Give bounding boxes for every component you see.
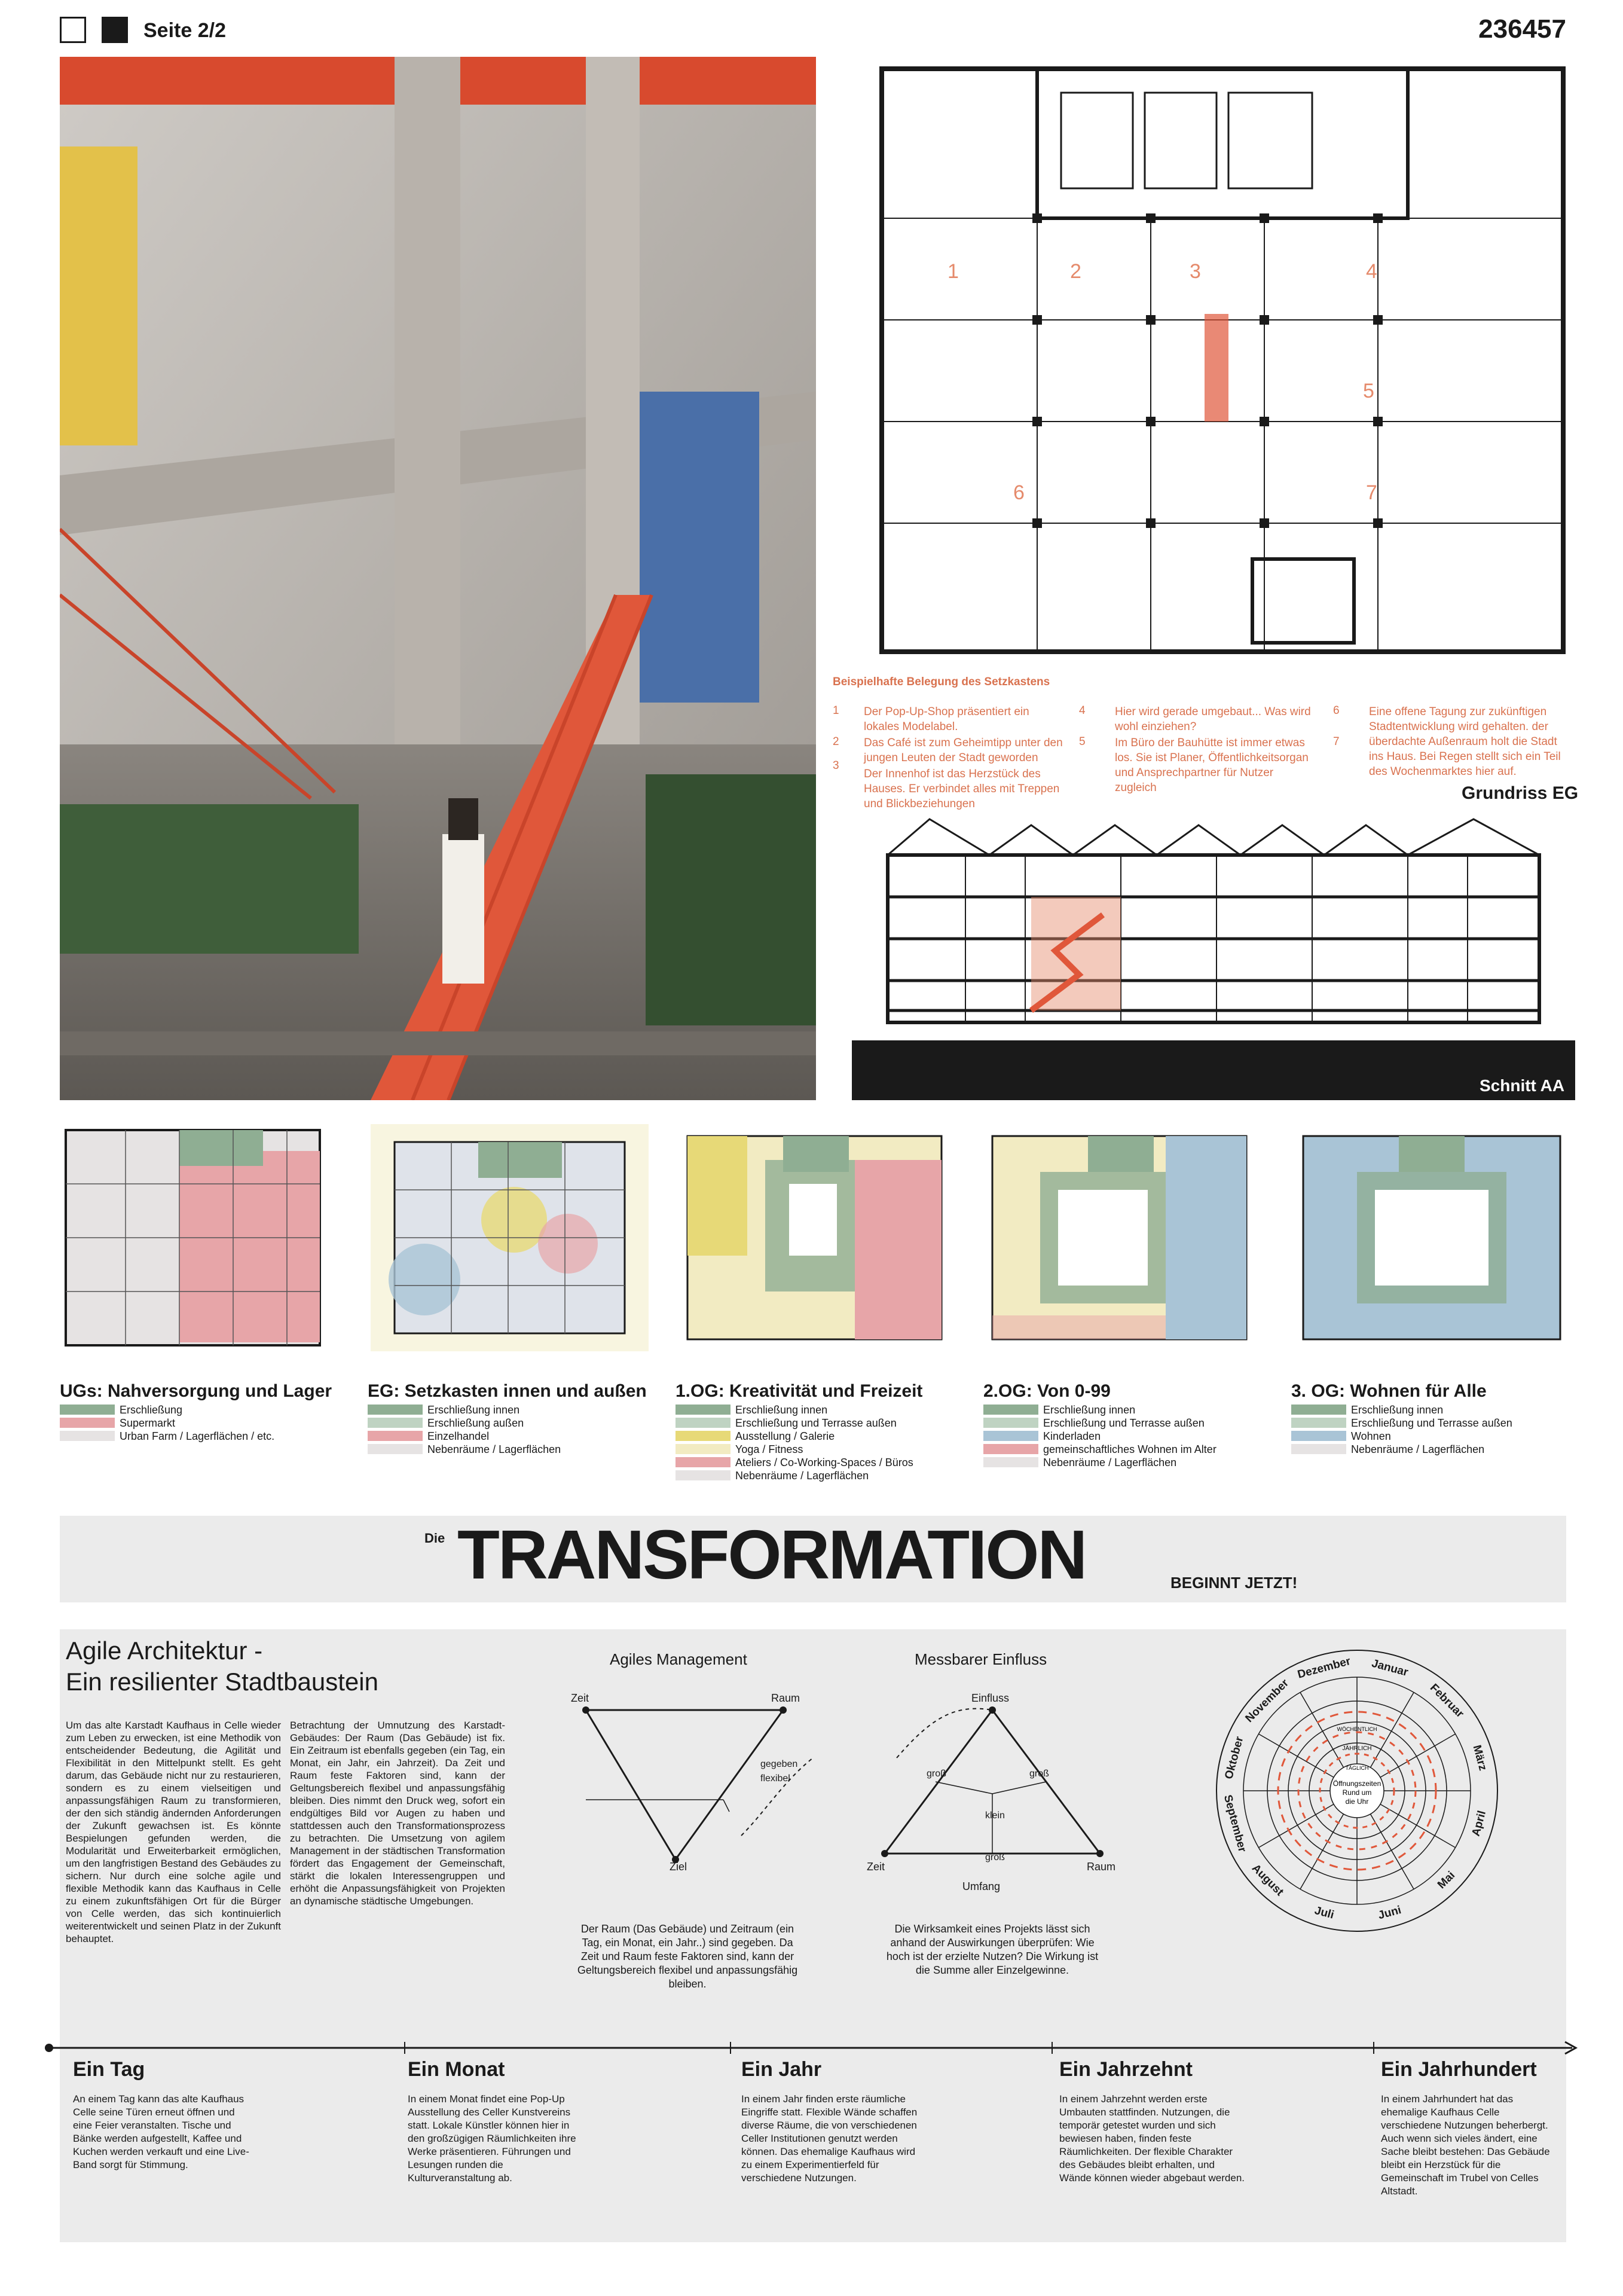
timeline-text: In einem Jahrzehnt werden erste Umbauten stattfinden. Nutzungen, die temporär getestet wurden und sich bewiesen haben, finden feste Räumlichkeiten. Der flexible Charakter des Gebäudes bleibt erhalten, und Wände können wieder abgebaut werden. (1059, 2093, 1245, 2184)
setz-num-6: 6 (1333, 704, 1340, 717)
setz-num-2: 2 (833, 735, 839, 748)
legend-label: Erschließung innen (1351, 1404, 1444, 1416)
banner-pre: Die (424, 1531, 445, 1546)
setz-text-3: Der Innenhof ist das Herzstück des Hauses. Er verbindet alles mit Treppen und Blickbeziehungen (864, 768, 1060, 810)
legend-label: Urban Farm / Lagerflächen / etc. (120, 1430, 275, 1442)
legend-label: Supermarkt (120, 1417, 176, 1429)
legend-row (676, 1430, 962, 1443)
legend-row (1291, 1403, 1566, 1416)
legend-swatch (1291, 1444, 1346, 1454)
timeline-text: In einem Jahr finden erste räumliche Eingriffe statt. Flexible Wände schaffen diverse Räume, die von verschiedenen Celler Institutionen genutzt werden können. Das ehemalige Kaufhaus wird zu einem Experimentierfeld für verschiedene Nutzungen. (741, 2093, 918, 2184)
messbarer-einfluss-diagram (873, 1692, 1148, 1889)
legend-swatch (983, 1457, 1038, 1467)
legend-row (676, 1416, 962, 1430)
ring-taeglich: TÄGLICH (1345, 1765, 1369, 1771)
legend-swatch (60, 1418, 115, 1428)
floor-plan-eg (870, 57, 1575, 655)
legend-swatch (60, 1405, 115, 1415)
legend-swatch (983, 1431, 1038, 1441)
banner-post: BEGINNT JETZT! (1170, 1574, 1298, 1592)
ring-woechentlich: WÖCHENTLICH (1337, 1726, 1377, 1732)
timeline-text: An einem Tag kann das alte Kaufhaus Celle seine Türen erneut öffnen und eine Feier veranstalten. Tische und Bänke werden aufgestellt, Kaffee und Kuchen werden verkauft und eine Live-Band sorgt für Stimmung. (73, 2093, 249, 2170)
legend-row (60, 1416, 317, 1430)
month-label: Februar (1427, 1681, 1466, 1721)
am-flexibel: flexibel (760, 1773, 790, 1784)
clock-center-3: die Uhr (1345, 1797, 1369, 1806)
legend-label: Nebenräume / Lagerflächen (427, 1443, 561, 1455)
legend-swatch (676, 1405, 730, 1415)
agile-title (66, 1635, 378, 1697)
month-label: November (1243, 1677, 1292, 1726)
timeline-title: Ein Jahrhundert (1381, 2058, 1537, 2081)
am-caption: Der Raum (Das Gebäude) und Zeitraum (ein Tag, ein Monat, ein Jahr..) sind gegeben. Da Zeit und Raum feste Faktoren sind, kann der Geltungsbereich flexibel und anpassungsfähig bleiben. (577, 1923, 798, 1990)
floor-title: UGs: Nahversorgung und Lager (60, 1381, 332, 1401)
atrium-rendering (60, 57, 816, 1100)
me-gross-right: groß (1029, 1769, 1049, 1779)
legend-swatch (368, 1444, 423, 1454)
legend-row (1291, 1443, 1566, 1456)
legend-row (983, 1430, 1270, 1443)
setz-num-7: 7 (1333, 735, 1340, 748)
setz-num-4: 4 (1079, 704, 1086, 717)
legend-label: Erschließung und Terrasse außen (735, 1417, 897, 1429)
legend-swatch (1291, 1431, 1346, 1441)
legend-label: Erschließung und Terrasse außen (1043, 1417, 1205, 1429)
legend-swatch (368, 1431, 423, 1441)
legend-row (368, 1416, 637, 1430)
agile-col1: Um das alte Karstadt Kaufhaus in Celle wieder zum Leben zu erwecken, ist eine Methodik von entscheidender Bedeutung, die Agilität und Flexibilität in den Mittelpunkt stellt. Es geht darum, das Gebäude nicht nur zu restaurieren, sondern es zu einem vielseitigen und anpassungsfähigen Raum zu transformieren, der den sich ständig ändernden Anforderungen der Zukunft gewachsen ist. Es könnte Bespielungen gefunden werden, die Modularität und Erweiterbarkeit ermöglichen, um den langfristigen Bestand des Gebäudes zu sichern. Nur durch eine solche agile und flexible Methodik kann das Kaufhaus in Celle zu einem zukunftsfähigen Ort für die Bürger von Celle werden, das sich kontinuierlich weiterentwickelt und seinen Platz in der Zukunft behauptet. (66, 1720, 281, 1944)
room-number: 6 (1013, 481, 1025, 504)
submission-id: 236457 (1478, 14, 1566, 44)
legend-label: Erschließung und Terrasse außen (1351, 1417, 1512, 1429)
legend-row (676, 1443, 962, 1456)
legend-label: Nebenräume / Lagerflächen (1351, 1443, 1485, 1455)
page-box-empty (60, 17, 86, 43)
legend-row (60, 1430, 317, 1443)
legend-row (676, 1469, 962, 1482)
legend-label: Erschließung (120, 1404, 183, 1416)
me-caption: Die Wirksamkeit eines Projekts lässt sich anhand der Auswirkungen überprüfen: Wie hoch ist der erzielte Nutzen? Die Wirkung ist die Summe aller Einzelgewinne. (886, 1923, 1099, 1976)
setz-num-5: 5 (1079, 735, 1086, 748)
legend-swatch (60, 1431, 115, 1441)
am-raum: Raum (771, 1692, 800, 1704)
month-label: April (1469, 1809, 1489, 1838)
month-label: Mai (1435, 1868, 1458, 1892)
month-label: Januar (1370, 1657, 1410, 1679)
plan-1og (681, 1124, 947, 1351)
month-label: Dezember (1296, 1654, 1352, 1681)
messbarer-einfluss-title: Messbarer Einfluss (915, 1650, 1047, 1668)
setz-text-5: Im Büro der Bauhütte ist immer etwas los. Sie ist Planer, Öffentlichkeitsorgan und Ansprechpartner für Nutzer zugleich (1115, 737, 1309, 794)
legend-label: Erschließung innen (427, 1404, 520, 1416)
legend-row (368, 1403, 637, 1416)
legend-row (1291, 1416, 1566, 1430)
room-number: 2 (1070, 260, 1081, 283)
room-number: 5 (1363, 380, 1374, 402)
month-label: Juni (1377, 1904, 1403, 1922)
month-label: Juli (1313, 1904, 1335, 1922)
agile-title-line2: Ein resilienter Stadtbaustein (66, 1668, 378, 1696)
clock-center-2: Rund um (1342, 1788, 1372, 1797)
legend-swatch (676, 1457, 730, 1467)
legend-swatch (983, 1444, 1038, 1454)
legend-label: Ausstellung / Galerie (735, 1430, 835, 1442)
plan-2og (986, 1124, 1252, 1351)
legend-swatch (1291, 1418, 1346, 1428)
legend-swatch (676, 1431, 730, 1441)
month-label: August (1249, 1862, 1286, 1899)
me-raum: Raum (1087, 1861, 1116, 1873)
room-number: 4 (1366, 260, 1377, 283)
month-label: März (1470, 1744, 1489, 1772)
timeline-text: In einem Monat findet eine Pop-Up Ausstellung des Celler Kunstvereins statt. Lokale Künstler können hier in den großzügigen Räumlichkeiten ihre Werke präsentieren. Führungen und Lesungen runden die Kulturveranstaltung ab. (408, 2093, 576, 2184)
me-klein: klein (985, 1810, 1005, 1821)
legend-label: Erschließung außen (427, 1417, 524, 1429)
setz-text-6: Eine offene Tagung zur zukünftigen Stadtentwicklung wird gehalten. der überdachte Außenraum holt die Stadt ins Haus. Bei Regen stellt sich ein Teil des Wochenmarktes hier auf. (1369, 706, 1561, 778)
me-zeit: Zeit (867, 1861, 885, 1873)
floor-title: EG: Setzkasten innen und außen (368, 1381, 647, 1401)
section-aa (852, 813, 1575, 1100)
setz-text-2: Das Café ist zum Geheimtipp unter den jungen Leuten der Stadt geworden (864, 737, 1063, 764)
month-label: Oktober (1222, 1735, 1246, 1781)
legend-row (60, 1403, 317, 1416)
timeline-title: Ein Tag (73, 2058, 145, 2081)
legend-row (368, 1443, 637, 1456)
banner-main: TRANSFORMATION (457, 1516, 1086, 1593)
me-gross-bottom: groß (985, 1852, 1005, 1863)
legend-swatch (368, 1418, 423, 1428)
plan-eg (371, 1124, 649, 1351)
floor-title: 2.OG: Von 0-99 (983, 1381, 1111, 1401)
room-number: 7 (1366, 481, 1377, 504)
agiles-management-title: Agiles Management (610, 1650, 747, 1668)
legend-label: gemeinschaftliches Wohnen im Alter (1043, 1443, 1217, 1455)
agiles-management-diagram (562, 1692, 813, 1889)
legend-row (368, 1430, 637, 1443)
me-umfang: Umfang (962, 1880, 1001, 1892)
calendar-wheel (1214, 1647, 1500, 1934)
am-ziel: Ziel (670, 1861, 687, 1873)
legend-label: Erschließung innen (735, 1404, 828, 1416)
legend-label: Yoga / Fitness (735, 1443, 803, 1455)
legend-swatch (676, 1444, 730, 1454)
me-gross-left: groß (927, 1769, 946, 1779)
legend-row (676, 1403, 962, 1416)
legend-swatch (368, 1405, 423, 1415)
setz-text-4: Hier wird gerade umgebaut... Was wird wohl einziehen? (1115, 706, 1311, 733)
floor-title: 1.OG: Kreativität und Freizeit (676, 1381, 923, 1401)
grundriss-label: Grundriss EG (1462, 783, 1579, 803)
legend-label: Nebenräume / Lagerflächen (1043, 1457, 1177, 1468)
timeline-title: Ein Jahrzehnt (1059, 2058, 1193, 2081)
setz-num-1: 1 (833, 704, 839, 717)
legend-row (983, 1403, 1270, 1416)
me-einfluss: Einfluss (971, 1692, 1010, 1704)
legend-row (983, 1456, 1270, 1469)
legend-label: Nebenräume / Lagerflächen (735, 1470, 869, 1482)
legend-swatch (676, 1470, 730, 1480)
am-zeit: Zeit (571, 1692, 589, 1704)
page-label: Seite 2/2 (143, 19, 226, 42)
setzkasten-title: Beispielhafte Belegung des Setzkastens (833, 676, 1050, 688)
legend-label: Kinderladen (1043, 1430, 1101, 1442)
timeline-axis (42, 2039, 1584, 2057)
agile-col2: Betrachtung der Umnutzung des Karstadt-Gebäudes: Der Raum (Das Gebäude) ist fix. Ein Zeitraum ist ebenfalls gegeben (ein Tag, ein Monat, ein Jahr, ein Jahrzeit). Da Zeit und Raum feste Faktoren sind, kann der Geltungsbereich flexibel und anpassungsfähig bleiben. Dies nimmt den Druck weg, sofort ein endgültiges Bild vor Augen zu haben und stattdessen auch den Transformationsprozess zu betrachten. Die Umsetzung von agilem Management in der städtischen Transformation fördert das Engagement der Gemeinschaft, stärkt die lokalen Interessengruppen und erhöht die Anpassungsfähigkeit von Projekten an dynamische städtische Umgebungen. (290, 1720, 505, 1907)
floor-title: 3. OG: Wohnen für Alle (1291, 1381, 1487, 1401)
legend-swatch (676, 1418, 730, 1428)
timeline-title: Ein Monat (408, 2058, 505, 2081)
legend-label: Ateliers / Co-Working-Spaces / Büros (735, 1457, 913, 1468)
legend-swatch (983, 1405, 1038, 1415)
plan-ug (60, 1124, 326, 1351)
legend-row (983, 1416, 1270, 1430)
clock-center-1: Öffnungszeiten (1332, 1779, 1381, 1788)
legend-swatch (1291, 1405, 1346, 1415)
plan-3og (1297, 1124, 1566, 1351)
timeline-title: Ein Jahr (741, 2058, 822, 2081)
ring-jaehrlich: JÄHRLICH (1342, 1745, 1372, 1752)
timeline-text: In einem Jahrhundert hat das ehemalige Kaufhaus Celle verschiedene Nutzungen beherbergt. Auch wenn sich vieles ändert, eine Sache bleibt bestehen: Das Gebäude bleibt ein Herzstück für die Gemeinschaft im Trubel von Celles Altstadt. (1381, 2093, 1550, 2197)
legend-swatch (983, 1418, 1038, 1428)
month-label: September (1221, 1793, 1249, 1854)
setz-num-3: 3 (833, 759, 839, 772)
legend-row (676, 1456, 962, 1469)
agile-title-line1: Agile Architektur - (66, 1636, 263, 1665)
legend-row (983, 1443, 1270, 1456)
legend-label: Erschließung innen (1043, 1404, 1136, 1416)
schnitt-label: Schnitt AA (1480, 1076, 1565, 1095)
legend-label: Einzelhandel (427, 1430, 490, 1442)
legend-label: Wohnen (1351, 1430, 1391, 1442)
am-gegeben: gegeben (760, 1759, 798, 1769)
legend-row (1291, 1430, 1566, 1443)
room-number: 3 (1190, 260, 1201, 283)
room-number: 1 (947, 260, 959, 283)
page-box-filled (102, 17, 128, 43)
setz-text-1: Der Pop-Up-Shop präsentiert ein lokales Modelabel. (864, 706, 1029, 733)
